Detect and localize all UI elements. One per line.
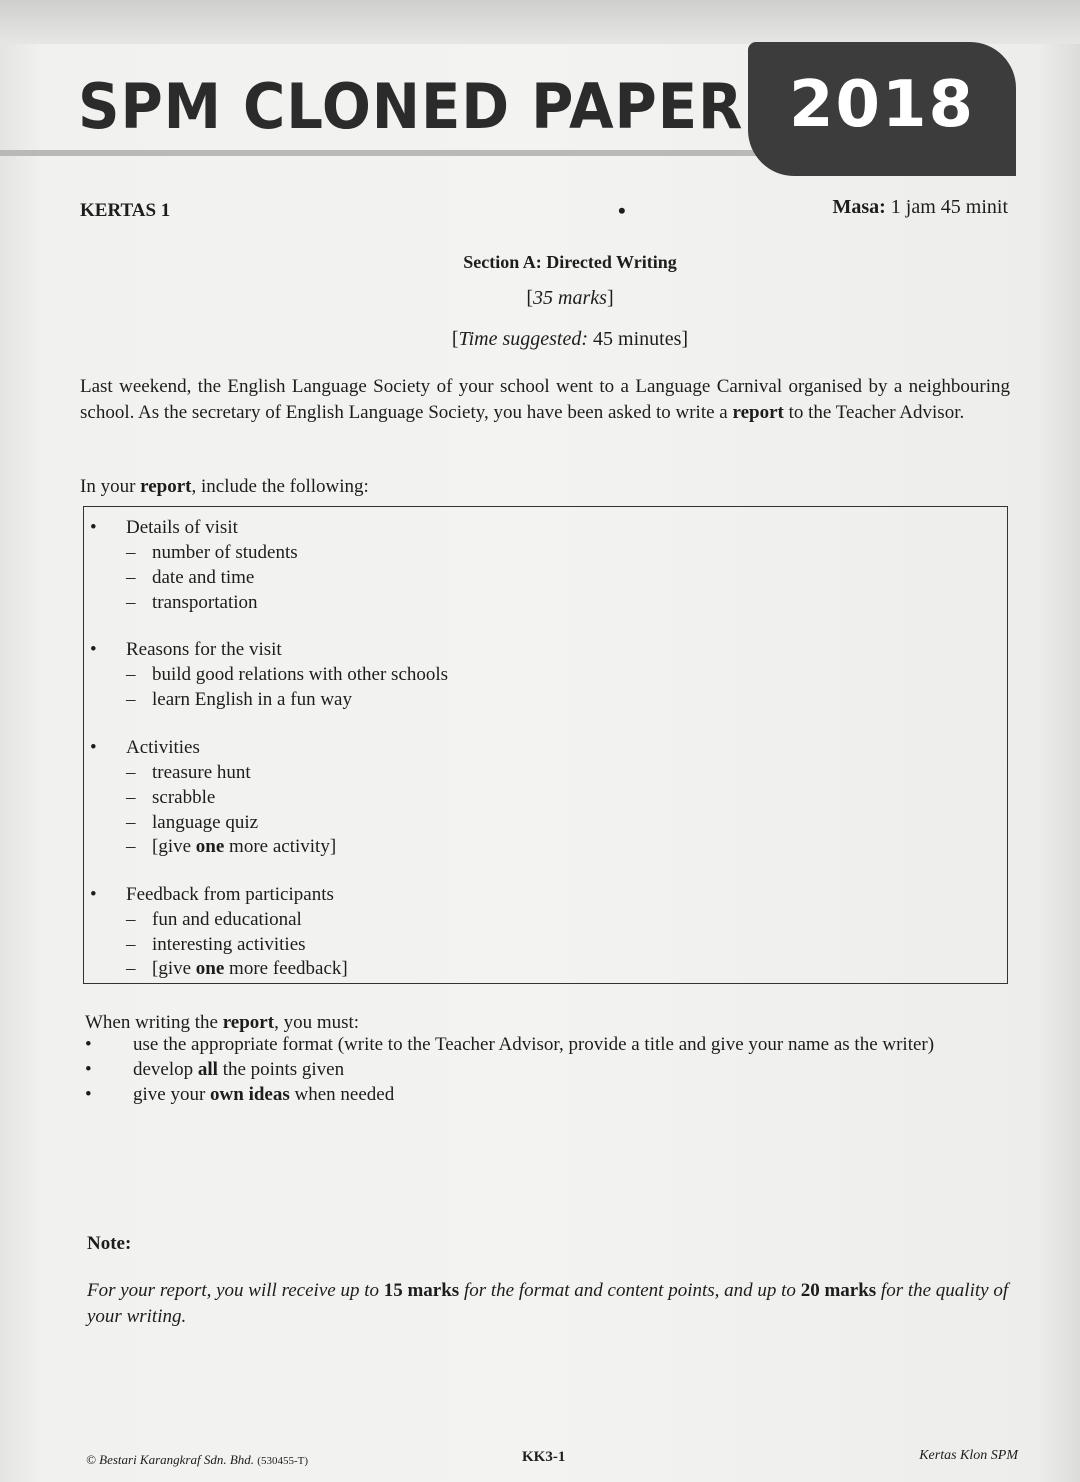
intro-text: Last weekend, the English Language Society of your school went to a Language Carnival organised by a neighbouring school. As the secretary of English Language Society, you have been asked to write a [80,376,1010,423]
bullet-icon: • [85,1059,92,1080]
include-before: In your [80,476,141,497]
point-heading: Feedback from participants [126,884,334,905]
r2-bold: all [197,1059,218,1080]
note-b2: 20 marks [800,1280,877,1301]
include-after: , include the following: [191,476,369,497]
point-item-text: treasure hunt [152,762,251,783]
task-intro [80,374,1010,426]
point-item: – build good relations with other schools [126,664,449,685]
point-item: – interesting activities [126,934,306,955]
duration [832,196,1008,219]
year-text: 2018 [788,68,976,142]
r2-before: develop [133,1059,198,1080]
r3-after: when needed [289,1084,395,1105]
year-badge [748,42,1016,176]
marks-text: 35 marks [533,287,607,309]
section-title: Section A: Directed Writing [463,252,677,272]
include-line [80,476,369,498]
point-item: – transportation [126,592,258,613]
requirement-text [133,1059,344,1081]
note-p2: for the format and content points, and up to [459,1280,801,1301]
page-code: KK3-1 [522,1449,566,1465]
time-label: Time suggested [458,328,582,350]
banner-underline [0,150,760,156]
point-item-text: date and time [152,567,255,588]
point-item: – scrabble [126,787,216,808]
r3-bold: own ideas [210,1084,290,1105]
requirement-text [133,1084,394,1106]
point-item: – [give one more feedback] [126,958,348,979]
point-extra-bold: one [195,836,225,857]
r3-before: give your [133,1084,211,1105]
footer-copyright [86,1452,308,1468]
note-b1: 15 marks [383,1280,460,1301]
point-item-text: scrabble [152,787,216,808]
writing-instructions [85,1012,359,1034]
time-value: 45 minutes [593,328,682,350]
section-time: [Time suggested: 45 minutes] [451,328,689,350]
bullet-icon: • [90,517,97,538]
point-item: – [give one more activity] [126,836,337,857]
point-item-text: transportation [152,592,258,613]
bullet-icon: • [90,737,97,758]
note-p1: For your report, you will receive up to [87,1280,384,1301]
bullet-icon: • [90,884,97,905]
point-item: – fun and educational [126,909,302,930]
duration-value: 1 jam 45 minit [890,196,1008,218]
duration-label: Masa: [832,196,886,218]
point-extra-after: more activity] [224,836,337,857]
point-heading: Reasons for the visit [126,639,282,660]
r2-after: the points given [217,1059,345,1080]
point-item-text: learn English in a fun way [152,689,352,710]
top-band [0,0,1080,44]
writing-after: , you must: [274,1012,360,1033]
point-item-text: number of students [152,542,298,563]
writing-before: When writing the [85,1012,223,1033]
paper-label: KERTAS 1 [80,200,171,221]
footer-series: Kertas Klon SPM [919,1448,1018,1463]
note-p3: for the quality of your writing. [87,1280,1009,1327]
note-body [87,1278,1017,1330]
content-points-box [83,506,1008,984]
point-item: – treasure hunt [126,762,251,783]
bullet-icon: • [85,1084,92,1105]
point-item-text: build good relations with other schools [152,664,449,685]
intro-bold: report [732,402,784,423]
note-title: Note: [87,1233,132,1254]
requirement-text: use the appropriate format (write to the Teacher Advisor, provide a title and give your name as the writer) [133,1034,935,1055]
bullet-icon: • [90,639,97,660]
point-item: – language quiz [126,812,259,833]
point-extra-bold: one [195,958,225,979]
banner-title: SPM CLONED PAPER [78,70,744,143]
copyright-text: © Bestari Karangkraf Sdn. Bhd. [86,1452,255,1467]
section-marks: [35 marks] [526,287,614,309]
registration-number: (530455-T) [257,1455,309,1467]
include-bold: report [140,476,192,497]
point-extra-before: [give [152,836,196,857]
point-extra-before: [give [152,958,196,979]
separator-dot: • [618,198,626,223]
point-item: – learn English in a fun way [126,689,352,710]
point-heading: Details of visit [126,517,238,538]
writing-bold: report [222,1012,275,1033]
intro-text-end: to the Teacher Advisor. [783,402,965,423]
point-item-text: language quiz [152,812,259,833]
point-item: – number of students [126,542,298,563]
point-extra-after: more feedback] [224,958,348,979]
point-item: – date and time [126,567,255,588]
point-item-text: fun and educational [152,909,302,930]
bullet-icon: • [85,1034,92,1055]
point-heading: Activities [126,737,200,758]
point-item-text: interesting activities [152,934,306,955]
